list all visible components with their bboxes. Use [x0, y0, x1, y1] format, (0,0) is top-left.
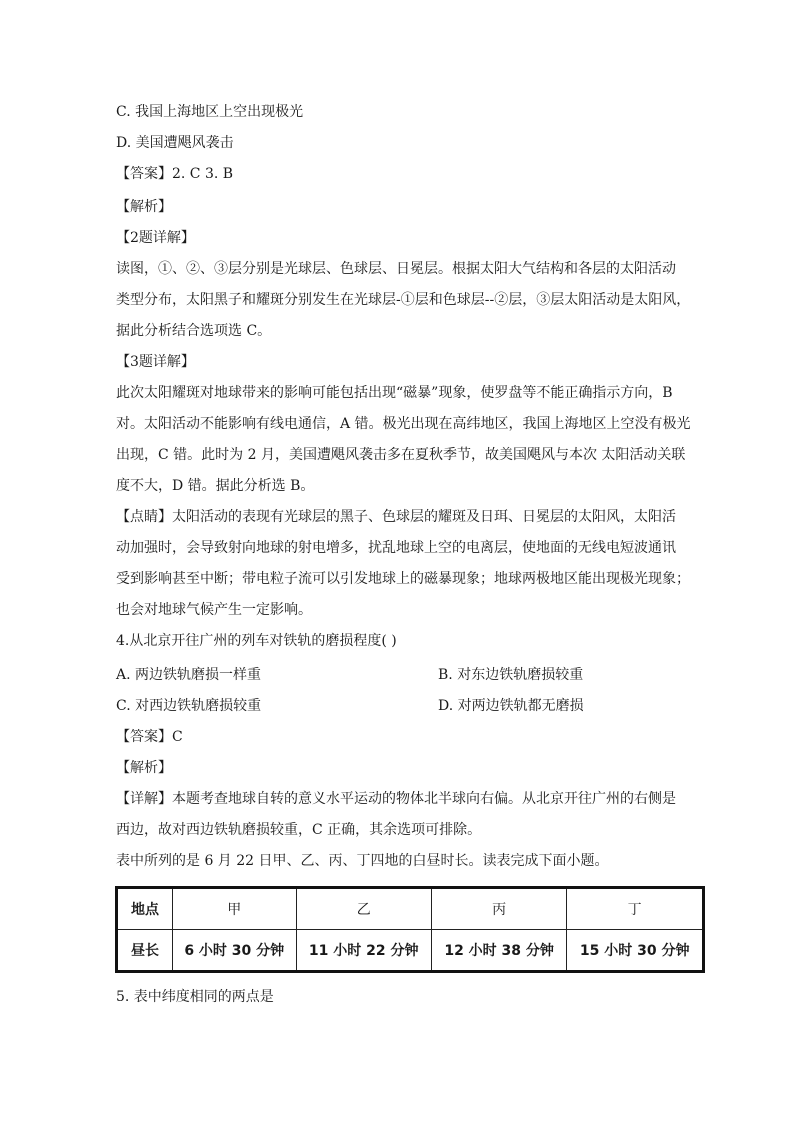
q2-detail-line-2: 类型分布，太阳黑子和耀斑分别发生在光球层-①层和色球层--②层，③层太阳活动是太阳风， [116, 292, 691, 308]
analysis-heading: 【解析】 [116, 199, 172, 215]
table-intro: 表中所列的是 6 月 22 日甲、乙、丙、丁四地的白昼时长。读表完成下面小题。 [116, 853, 609, 869]
table-cell-day-length: 6 小时 30 分钟 [173, 930, 297, 972]
table-header-place: 地点 [117, 888, 173, 930]
table-cell-day-length: 15 小时 30 分钟 [567, 930, 704, 972]
q3-detail-line-4: 度不大，D 错。据此分析选 B。 [116, 478, 315, 494]
question-5-stem: 5. 表中纬度相同的两点是 [116, 989, 274, 1005]
key-point-line-3: 受到影响甚至中断；带电粒子流可以引发地球上的磁暴现象；地球两极地区能出现极光现象； [116, 571, 690, 587]
key-point-line-2: 动加强时，会导致射向地球的射电增多，扰乱地球上空的电离层，使地面的无线电短波通讯 [116, 540, 676, 556]
q3-detail-line-3: 出现，C 错。此时为 2 月，美国遭飓风袭击多在夏秋季节，故美国飓风与本次 太阳活动关联 [116, 447, 686, 463]
q2-detail-line-3: 据此分析结合选项选 C。 [116, 323, 272, 339]
table-cell-place: 丁 [567, 888, 704, 930]
table-header-day-length: 昼长 [117, 930, 173, 972]
key-point-line-4: 也会对地球气候产生一定影响。 [116, 602, 312, 618]
q4-detail-line-1: 【详解】本题考查地球自转的意义水平运动的物体北半球向右偏。从北京开往广州的右侧是 [116, 791, 676, 807]
table-row-places [117, 888, 704, 930]
q3-detail-line-2: 对。太阳活动不能影响有线电通信，A 错。极光出现在高纬地区，我国上海地区上空没有极光 [116, 416, 691, 432]
table-cell-day-length: 11 小时 22 分钟 [296, 930, 431, 972]
answer-4: 【答案】C [116, 729, 183, 745]
option-c-text: C. 我国上海地区上空出现极光 [116, 104, 304, 120]
day-length-table [115, 886, 705, 973]
q4-option-d: D. 对两边铁轨都无磨损 [438, 698, 584, 714]
q2-detail-line-1: 读图，①、②、③层分别是光球层、色球层、日冕层。根据太阳大气结构和各层的太阳活动 [116, 261, 676, 277]
key-point-line-1: 【点睛】太阳活动的表现有光球层的黑子、色球层的耀斑及日珥、日冕层的太阳风，太阳活 [116, 509, 676, 525]
q4-option-c: C. 对西边铁轨磨损较重 [116, 698, 262, 714]
option-d-text: D. 美国遭飓风袭击 [116, 135, 234, 151]
analysis-heading-4: 【解析】 [116, 760, 172, 776]
q4-option-b: B. 对东边铁轨磨损较重 [438, 667, 584, 683]
q4-option-a: A. 两边铁轨磨损一样重 [116, 667, 262, 683]
table-cell-day-length: 12 小时 38 分钟 [431, 930, 566, 972]
q3-detail-heading: 【3题详解】 [116, 354, 195, 370]
q4-detail-line-2: 西边，故对西边铁轨磨损较重，C 正确，其余选项可排除。 [116, 822, 482, 838]
table-cell-place: 丙 [431, 888, 566, 930]
q3-detail-line-1: 此次太阳耀斑对地球带来的影响可能包括出现“磁暴”现象，使罗盘等不能正确指示方向，B [116, 385, 673, 401]
q2-detail-heading: 【2题详解】 [116, 230, 195, 246]
table-cell-place: 甲 [173, 888, 297, 930]
table-row-day-length [117, 930, 704, 972]
question-4-stem: 4.从北京开往广州的列车对铁轨的磨损程度( ) [116, 633, 397, 649]
table-cell-place: 乙 [296, 888, 431, 930]
answer-2-3: 【答案】2. C 3. B [116, 166, 234, 182]
